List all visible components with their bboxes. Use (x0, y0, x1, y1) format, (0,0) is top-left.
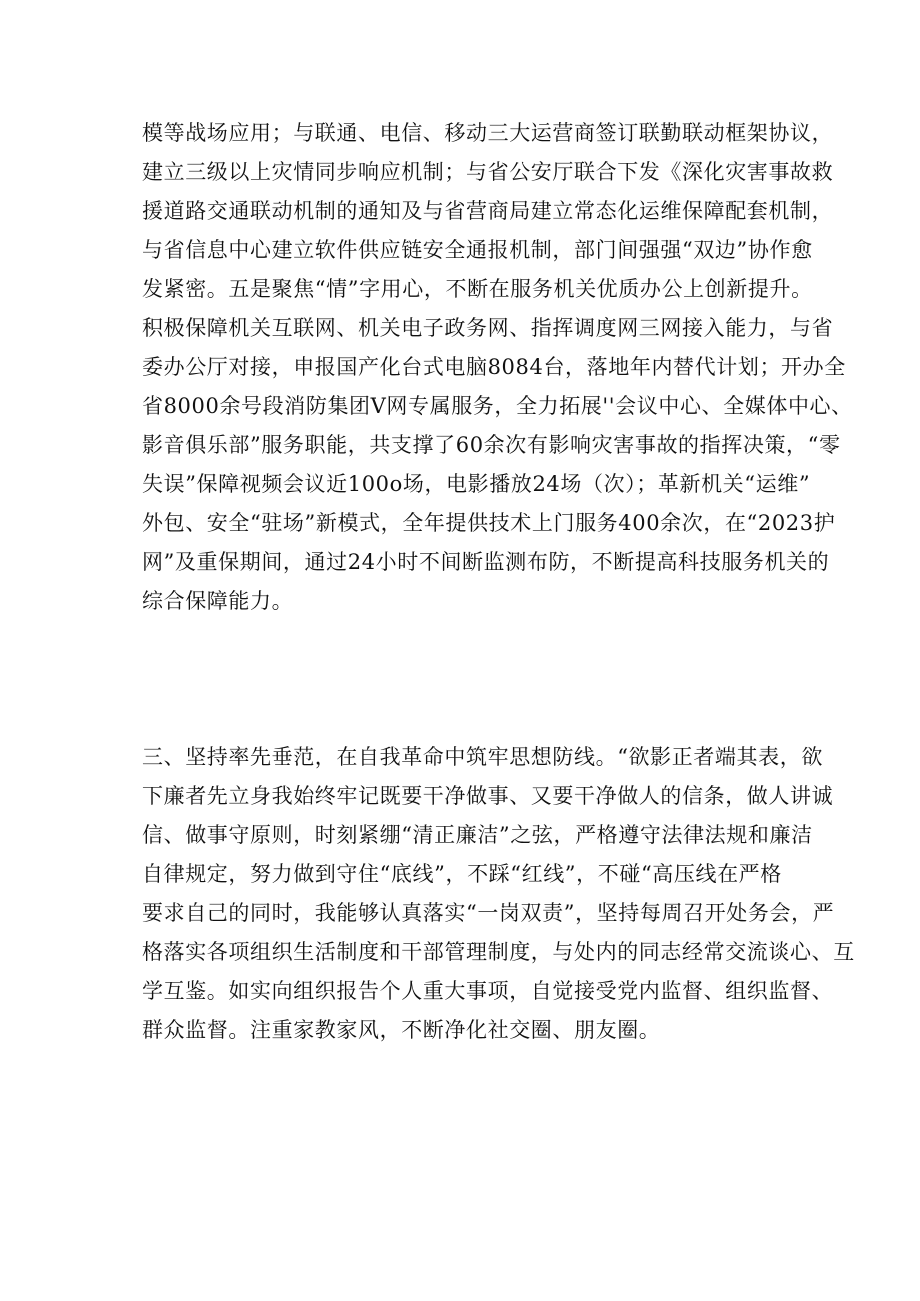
text-line: 省8000余号段消防集团V网专属服务，全力拓展''会议中心、全媒体中心、 (142, 394, 853, 418)
text-line: 影音俱乐部”服务职能，共支撑了60余次有影响灾害事故的指挥决策，“零 (142, 433, 841, 457)
text-line: 模等战场应用；与联通、电信、移动三大运营商签订联勤联动框架协议， (142, 121, 834, 145)
text-line: 建立三级以上灾情同步响应机制；与省公安厅联合下发《深化灾害事故救 (142, 160, 834, 184)
text-line: 与省信息中心建立软件供应链安全通报机制，部门间强强“双边”协作愈 (142, 238, 813, 262)
text-line: 综合保障能力。 (142, 589, 294, 613)
text-line: 格落实各项组织生活制度和干部管理制度，与处内的同志经常交流谈心、互 (142, 940, 855, 964)
text-line: 发紧密。五是聚焦“情”字用心，不断在服务机关优质办公上创新提升。 (142, 277, 813, 301)
text-line: 失误”保障视频会议近100o场，电影播放24场（次）；革新机关“运维” (142, 472, 811, 496)
section-heading-line: 三、坚持率先垂范，在自我革命中筑牢思想防线。“欲影正者端其表，欲 (142, 745, 823, 769)
text-line: 积极保障机关互联网、机关电子政务网、指挥调度网三网接入能力，与省 (142, 316, 834, 340)
text-line: 群众监督。注重家教家风，不断净化社交圈、朋友圈。 (142, 1018, 661, 1042)
text-line: 信、做事守原则，时刻紧绷“清正廉洁”之弦，严格遵守法律法规和廉洁 (142, 823, 813, 847)
text-line: 网”及重保期间，通过24小时不间断监测布防，不断提高科技服务机关的 (142, 550, 830, 574)
text-line: 学互鉴。如实向组织报告个人重大事项，自觉接受党内监督、组织监督、 (142, 979, 834, 1003)
text-line: 自律规定，努力做到守住“底线”，不踩“红线”，不碰“高压线在严格 (142, 862, 782, 886)
text-line: 下廉者先立身我始终牢记既要干净做事、又要干净做人的信条，做人讲诚 (142, 784, 834, 808)
text-line: 委办公厅对接，申报国产化台式电脑8084台，落地年内替代计划；开办全 (142, 355, 846, 379)
text-line: 要求自己的同时，我能够认真落实“一岗双责”，坚持每周召开处务会，严 (142, 901, 835, 925)
text-line: 援道路交通联动机制的通知及与省营商局建立常态化运维保障配套机制， (142, 199, 834, 223)
text-line: 外包、安全“驻场”新模式，全年提供技术上门服务400余次，在“2023护 (142, 511, 836, 535)
